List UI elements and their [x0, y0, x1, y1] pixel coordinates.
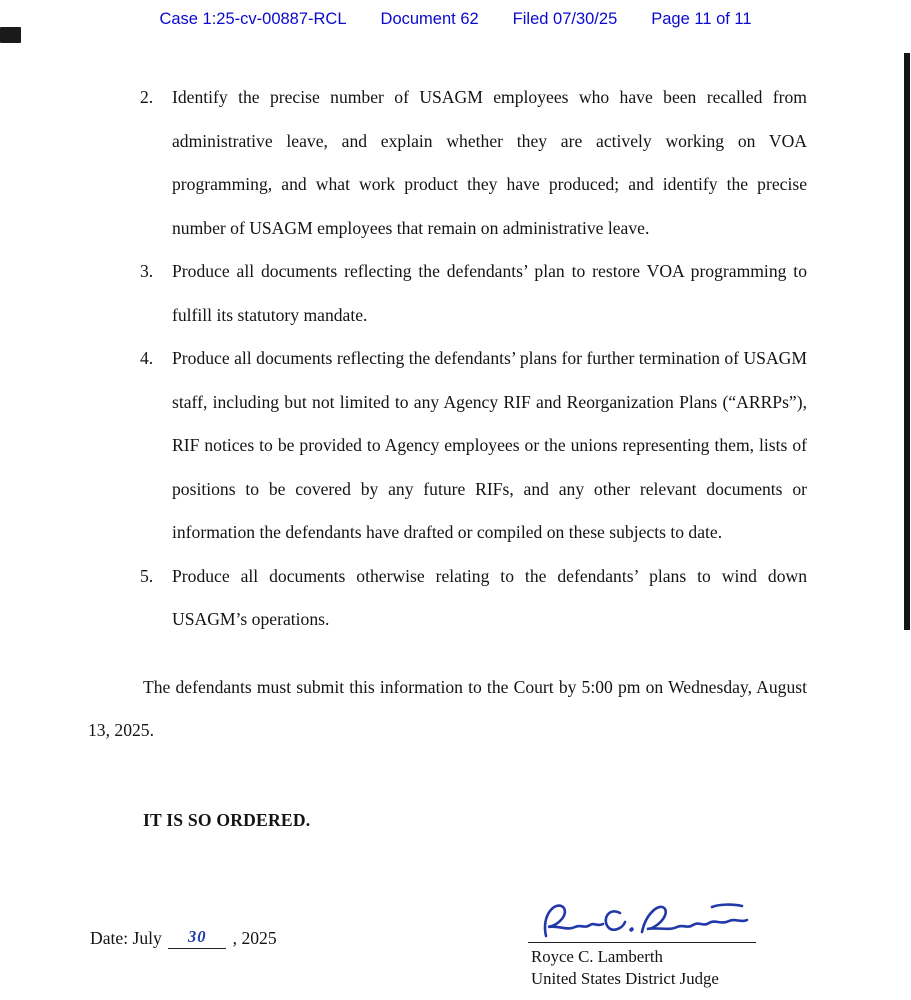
list-item	[88, 555, 807, 642]
header-filed-date: Filed 07/30/25	[512, 10, 618, 28]
date-prefix: Date: July	[90, 928, 162, 948]
date-suffix: , 2025	[232, 928, 277, 948]
list-item-number: 3.	[140, 261, 154, 281]
list-item	[88, 337, 807, 555]
list-item	[88, 250, 807, 337]
date-line	[90, 928, 277, 949]
document-body	[88, 76, 807, 842]
list-item	[88, 76, 807, 250]
judge-signature-icon	[536, 896, 754, 946]
signature-line	[528, 942, 756, 943]
handwritten-day: 30	[187, 927, 207, 946]
judge-name: Royce C. Lamberth	[531, 947, 663, 966]
closing-paragraph: The defendants must submit this information to the Court by 5:00 pm on Wednesday, August 13, 2025.	[88, 676, 807, 740]
scan-artifact-top-left	[0, 27, 21, 43]
pacer-stamp-header	[0, 10, 911, 29]
header-case-number: Case 1:25-cv-00887-RCL	[159, 10, 347, 28]
it-is-so-ordered-line: IT IS SO ORDERED.	[143, 809, 311, 830]
date-blank-line	[168, 927, 226, 949]
list-item-text: Identify the precise number of USAGM employees who have been recalled from administrative leave, and explain whether they are actively working on VOA programming, and what work product they have produced; and identify the precise number of USAGM employees that remain on administrative leave.	[172, 87, 807, 238]
header-page-number: Page 11 of 11	[651, 10, 752, 28]
scan-artifact-right-edge	[904, 53, 910, 630]
list-item-text: Produce all documents reflecting the defendants’ plan to restore VOA programming to fulfill its statutory mandate.	[172, 261, 807, 325]
list-item-text: Produce all documents reflecting the defendants’ plans for further termination of USAGM staff, including but not limited to any Agency RIF and Reorganization Plans (“ARRPs”), RIF notices to be provided to Agency employees or the unions representing them, lists of positions to be covered by any future RIFs, and any other relevant documents or information the defendants have drafted or compiled on these subjects to date.	[172, 348, 807, 542]
list-item-number: 5.	[140, 565, 154, 586]
judge-title: United States District Judge	[531, 968, 719, 988]
signature-block	[528, 896, 760, 989]
list-item-number: 2.	[140, 87, 154, 107]
list-item-number: 4.	[140, 348, 154, 368]
list-item-text: Produce all documents otherwise relating to the defendants’ plans to wind down USAGM’s operations.	[172, 565, 807, 629]
header-document-number: Document 62	[380, 10, 479, 28]
